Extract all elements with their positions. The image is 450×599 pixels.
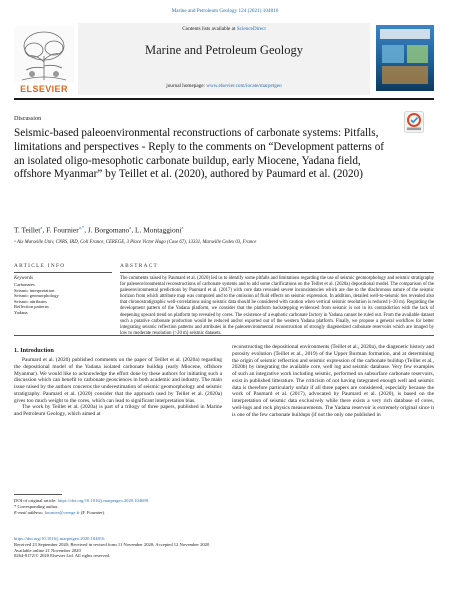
contents-line — [78, 26, 370, 32]
abstract-heading: ABSTRACT — [120, 263, 159, 269]
footnote-divider — [14, 494, 62, 495]
footnotes — [14, 498, 244, 516]
keyword-item: Carbonates — [14, 282, 35, 287]
email-line — [14, 510, 244, 516]
body-column-right — [232, 344, 434, 418]
sciencedirect-link[interactable]: ScienceDirect — [236, 26, 266, 32]
affiliation: ᵃ Aix Marseille Univ, CNRS, IRD, Coll France, CEREGE, 3 Place Victor Hugo (Case 67), 13331, Marseille Cedex 03, France — [14, 240, 257, 245]
article-info-divider — [14, 272, 112, 273]
homepage-link[interactable]: www.elsevier.com/locate/marpetgeo — [206, 83, 282, 89]
email-link[interactable]: fournier@cerege.fr — [44, 509, 80, 515]
copyright: 0264-8172/© 2020 Elsevier Ltd. All rights reserved. — [14, 553, 111, 559]
article-doi-link[interactable]: https://doi.org/10.1016/j.marpetgeo.2020.104816 — [14, 536, 105, 541]
email-suffix: (F. Fournier). — [79, 509, 106, 515]
contents-prefix: Contents lists available at — [182, 26, 237, 32]
keyword-item: Seismic attributes — [14, 298, 47, 304]
original-doi-link[interactable]: https://doi.org/10.1016/j.marpetgeo.2020.104689. — [57, 498, 150, 503]
original-doi-label: DOI of original article: — [14, 498, 58, 503]
journal-title: Marine and Petroleum Geology — [145, 43, 303, 57]
author-name[interactable]: J. Borgomano — [87, 225, 130, 235]
homepage-line — [78, 83, 370, 89]
received-dates: Received 23 September 2020; Received in revised form 11 November 2020; Accepted 12 November 2020 — [14, 541, 210, 547]
author-name[interactable]: L. Montaggioni — [135, 225, 182, 235]
keyword-item: Yadana — [14, 309, 28, 315]
keyword-item: Seismic interpretation — [14, 287, 55, 293]
check-for-updates-icon[interactable] — [404, 111, 424, 133]
abstract-text: The comments raised by Paumard et al. (2020) led us to identify some pitfalls and limitations regarding the use of seismic geomorphology and seismic stratigraphy for paleoenvironmental reconstructions of carbonate systems and to add some clarifications on the Teillet et al. (2020a) depositional model. The comparison of the paleoenvironmental predictions by Paumard et al. (2017) with core data revealed severe inconsistencies which are due to the diachronous nature of the seismic horizon from which attribute map was computed and to the omission of fluid effects on seismic expression. In addition, detailed well-to-seismic ties revealed also that chronostratigraphic well-correlations using seismic data should be considered with caution when vertical seismic resolution is reduced (~20 m). Regarding the development pattern of the Yadana platform, we consider that the platform backstepping evidenced from seismic is not in its contradiction with the lack of deepening upward trend on platform top revealed by cores. The existence of a euphotic carbonate factory in Yadana cannot be ruled out. From the available dataset such a putative carbonate production would be reduced and/or exported out of the western Yadana platform. Finally, we propose a general workflow for better integrating seismic reflection patterns and attributes in the paleoenvironmental reconstruction of strongly diagenetized carbonate reservoirs which are imaged by low to moderate resolution (>20 m) seismic datasets. — [120, 276, 434, 336]
running-header: Marine and Petroleum Geology 124 (2021) 104816 — [171, 8, 279, 14]
elsevier-tree-logo — [14, 26, 74, 92]
corresponding-author-note: * Corresponding author. — [14, 503, 59, 509]
author-affiliation-marker[interactable]: a — [181, 225, 184, 230]
article-footer — [14, 536, 314, 559]
email-label: E-mail address: — [14, 509, 45, 515]
body-paragraph: reconstructing the depositional environments (Teillet et al., 2020a), the diagenetic history and porosity evolution (Teillet et al., 2019) of the Upper Burman formation, and at determining the origin of seismic reflection and seismic expression of the carbonate buildup (Teillet et al., 2020b) by integrating the available core, well log and seismic database. Very few examples of such an integrative work including seismic, performed on subsurface carbonate reservoirs, exist in published litterature. The criticism of not having integrated enough well and seismic data is therefore particularly unfair if all three papers are considered, especially because the work of Paumard et al. (2017), advocated by Paumard et al. (2020), is based on the interpretation of seismic data exclusively while there exists a very rich database of cores, well-logs and rock physics measurements. The Yadana reservoir is extremely original since it is one of the few carbonate buildups (if not the only one published in — [232, 344, 434, 418]
author-affiliation-marker[interactable]: a — [129, 225, 132, 230]
header-divider — [14, 98, 434, 100]
keyword-item: Seismic geomorphology — [14, 293, 59, 298]
homepage-prefix: journal homepage: — [166, 83, 207, 89]
abstract-end-divider — [14, 335, 434, 336]
keyword-list — [14, 282, 59, 315]
body-paragraph: The work by Teillet et al. (2020a) is part of a trilogy of three papers, published in Marine and Petroleum Geology, which aimed at — [14, 404, 222, 417]
article-title: Seismic-based paleoenvironmental reconstructions of carbonate systems: Pitfalls, limitations and perspectives - Reply to the comments on “Development patterns of an isolated oligo-mesophotic carbonate buildup, early Miocene, Yadana field, offshore Myanmar” by Teillet et al. (2020), authored by Paumard et al. (2020) — [14, 127, 385, 181]
author-name[interactable]: T. Teillet — [14, 225, 41, 235]
keywords-label: Keywords — [14, 276, 34, 281]
author-affiliation-marker[interactable]: a — [40, 225, 43, 230]
body-paragraph: Paumard et al. (2020) published comments on the paper of Teillet et al. (2020a) regarding the depositional model of the Yadana isolated carbonate buildup (early Miocene, offshore Myanmar). We would like to acknowledge the effort done by these authors for initiating such a discussion which can benefit to carbonate geosciences in both academic and industry. The main issue raised by the authors concerns the underestimation of seismic geomorphology and seismic stratigraphy. Paumard et al. (2020) consider that the approach used by Teillet et al. (2020a) gives too much weight to the cores, which can lead to significant interpretation bias. — [14, 357, 222, 404]
author-affiliation-marker[interactable]: a,* — [78, 225, 85, 230]
author-name[interactable]: F. Fournier — [46, 225, 79, 235]
publisher-wordmark: ELSEVIER — [20, 84, 68, 94]
author-list: T. Teillet$^a$, F. Fournier$^{a,*}$, J. Borgomano$^a$, L. Montaggioni$^a$ — [14, 225, 184, 235]
section-heading-introduction: 1. Introduction — [14, 347, 54, 354]
abstract-divider — [120, 272, 434, 273]
body-column-left — [14, 357, 222, 418]
keyword-item: Reflection patterns — [14, 304, 49, 309]
article-type: Discussion — [14, 115, 42, 122]
available-online: Available online 21 November 2020 — [14, 547, 81, 553]
journal-cover-image[interactable] — [376, 25, 434, 91]
article-info-heading: ARTICLE INFO — [14, 263, 66, 269]
